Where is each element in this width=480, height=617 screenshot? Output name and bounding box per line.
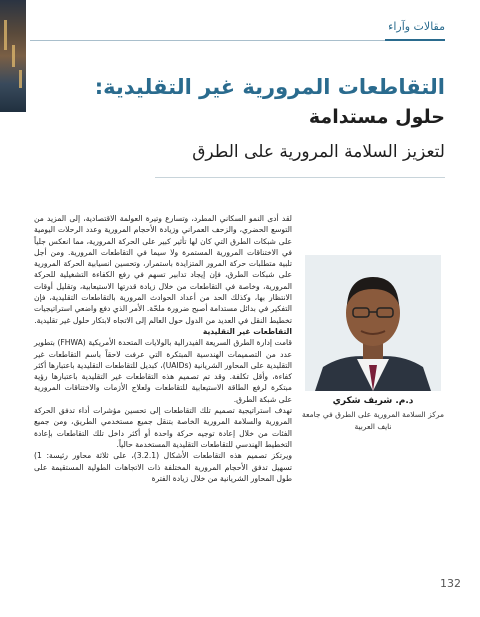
body-paragraph: تهدف استراتيجية تصميم تلك التقاطعات إلى تحسين مؤشرات أداء تدفق الحركة المرورية والسلامة المرورية الخاصة بتنقل جميع مستخدمي الطريق، ومن جميع الفئات من خلال إعادة توجيه حركة واحدة أو أكثر داخل تلك التقاطعات بإعادة التخطيط الهندسي للتقاطعات التقليدية المستخدمة حالياً. (34, 406, 292, 449)
body-paragraph: لقد أدى النمو السكاني المطرد، وتسارع وتيرة العولمة الاقتصادية، إلى المزيد من التوسع الحضري، والزحف العمراني وزيادة الأحجام المرورية وعدد الرحلات اليومية على شبكات الطرق التي كان لها تأثير كبير على الحركة المرورية، مما انعكس جلياً في الاختناقات المرورية المستمرة ولا سيما في التقاطعات المرورية. ومن أجل تلبية متطلبات حركة المرور المتزايدة باستمرار، وتحسين انسيابية الحركة المرورية على شبكات الطرق، فإن إيجاد تدابير تسهم في رفع الكفاءة التشغيلية للحركة المرورية، وخاصة في التقاطعات من خلال زيادة قدرتها الاستيعابية، وتقليل أوقات الانتظار بها، وكذلك الحد من أعداد الحوادث المرورية بالتقاطعات التقليدية، فإن التفكير في بدائل مستدامة أصبح ضرورة ملحّة. الأمر الذي دفع واضعي استراتيجيات تخطيط النقل في العديد من الدول حول العالم إلى الاتجاه لابتكار حلول غير تقليدية. (34, 214, 292, 325)
article-body (34, 213, 292, 484)
subheading: التقاطعات غير التقليدية (202, 326, 292, 336)
article-subtitle: حلول مستدامة (308, 106, 445, 128)
cover-thumbnail-image (0, 0, 26, 112)
author-portrait (305, 255, 441, 391)
section-label: مقالات وآراء (388, 20, 445, 33)
body-paragraph: ويرتكز تصميم هذه التقاطعات الأشكال (3.2.1)، على ثلاثة محاور رئيسة: 1) تسهيل تدفق الأحجام المرورية المختلفة ذات الاتجاهات الطولية المستقيمة على طول المحاور الشريانية من خلال زيادة الفترة (34, 451, 292, 483)
author-affiliation: مركز السلامة المرورية على الطرق في جامعة نايف العربية (301, 410, 445, 431)
title-divider (155, 177, 445, 178)
page-number: 132 (440, 577, 461, 590)
author-name: د.م. شريف شكري (332, 396, 414, 406)
author-photo (305, 255, 441, 391)
body-paragraph: قامت إدارة الطرق السريعة الفيدرالية بالولايات المتحدة الأمريكية (FHWA) بتطوير عدد من التصميمات الهندسية المبتكرة التي عرفت لاحقاً باسم التقاطعات غير التقليدية على المحاور الشريانية (UAIDs)، كبديل للتقاطعات التقليدية باعتبارها أكثر كفاءة، وأقل تكلفة. وقد تم تصميم هذه التقاطعات غير التقليدية باعتبارها رؤية مبتكرة لرفع الطاقة الاستيعابية للتقاطعات ولعلاج الأزمات والاختناقات المرورية على شبكة الطرق. (34, 338, 292, 404)
article-subtitle-secondary: لتعزيز السلامة المرورية على الطرق (192, 142, 445, 162)
header-divider-accent (385, 39, 445, 41)
article-title: التقاطعات المرورية غير التقليدية: (94, 75, 445, 99)
header-divider (30, 40, 445, 41)
